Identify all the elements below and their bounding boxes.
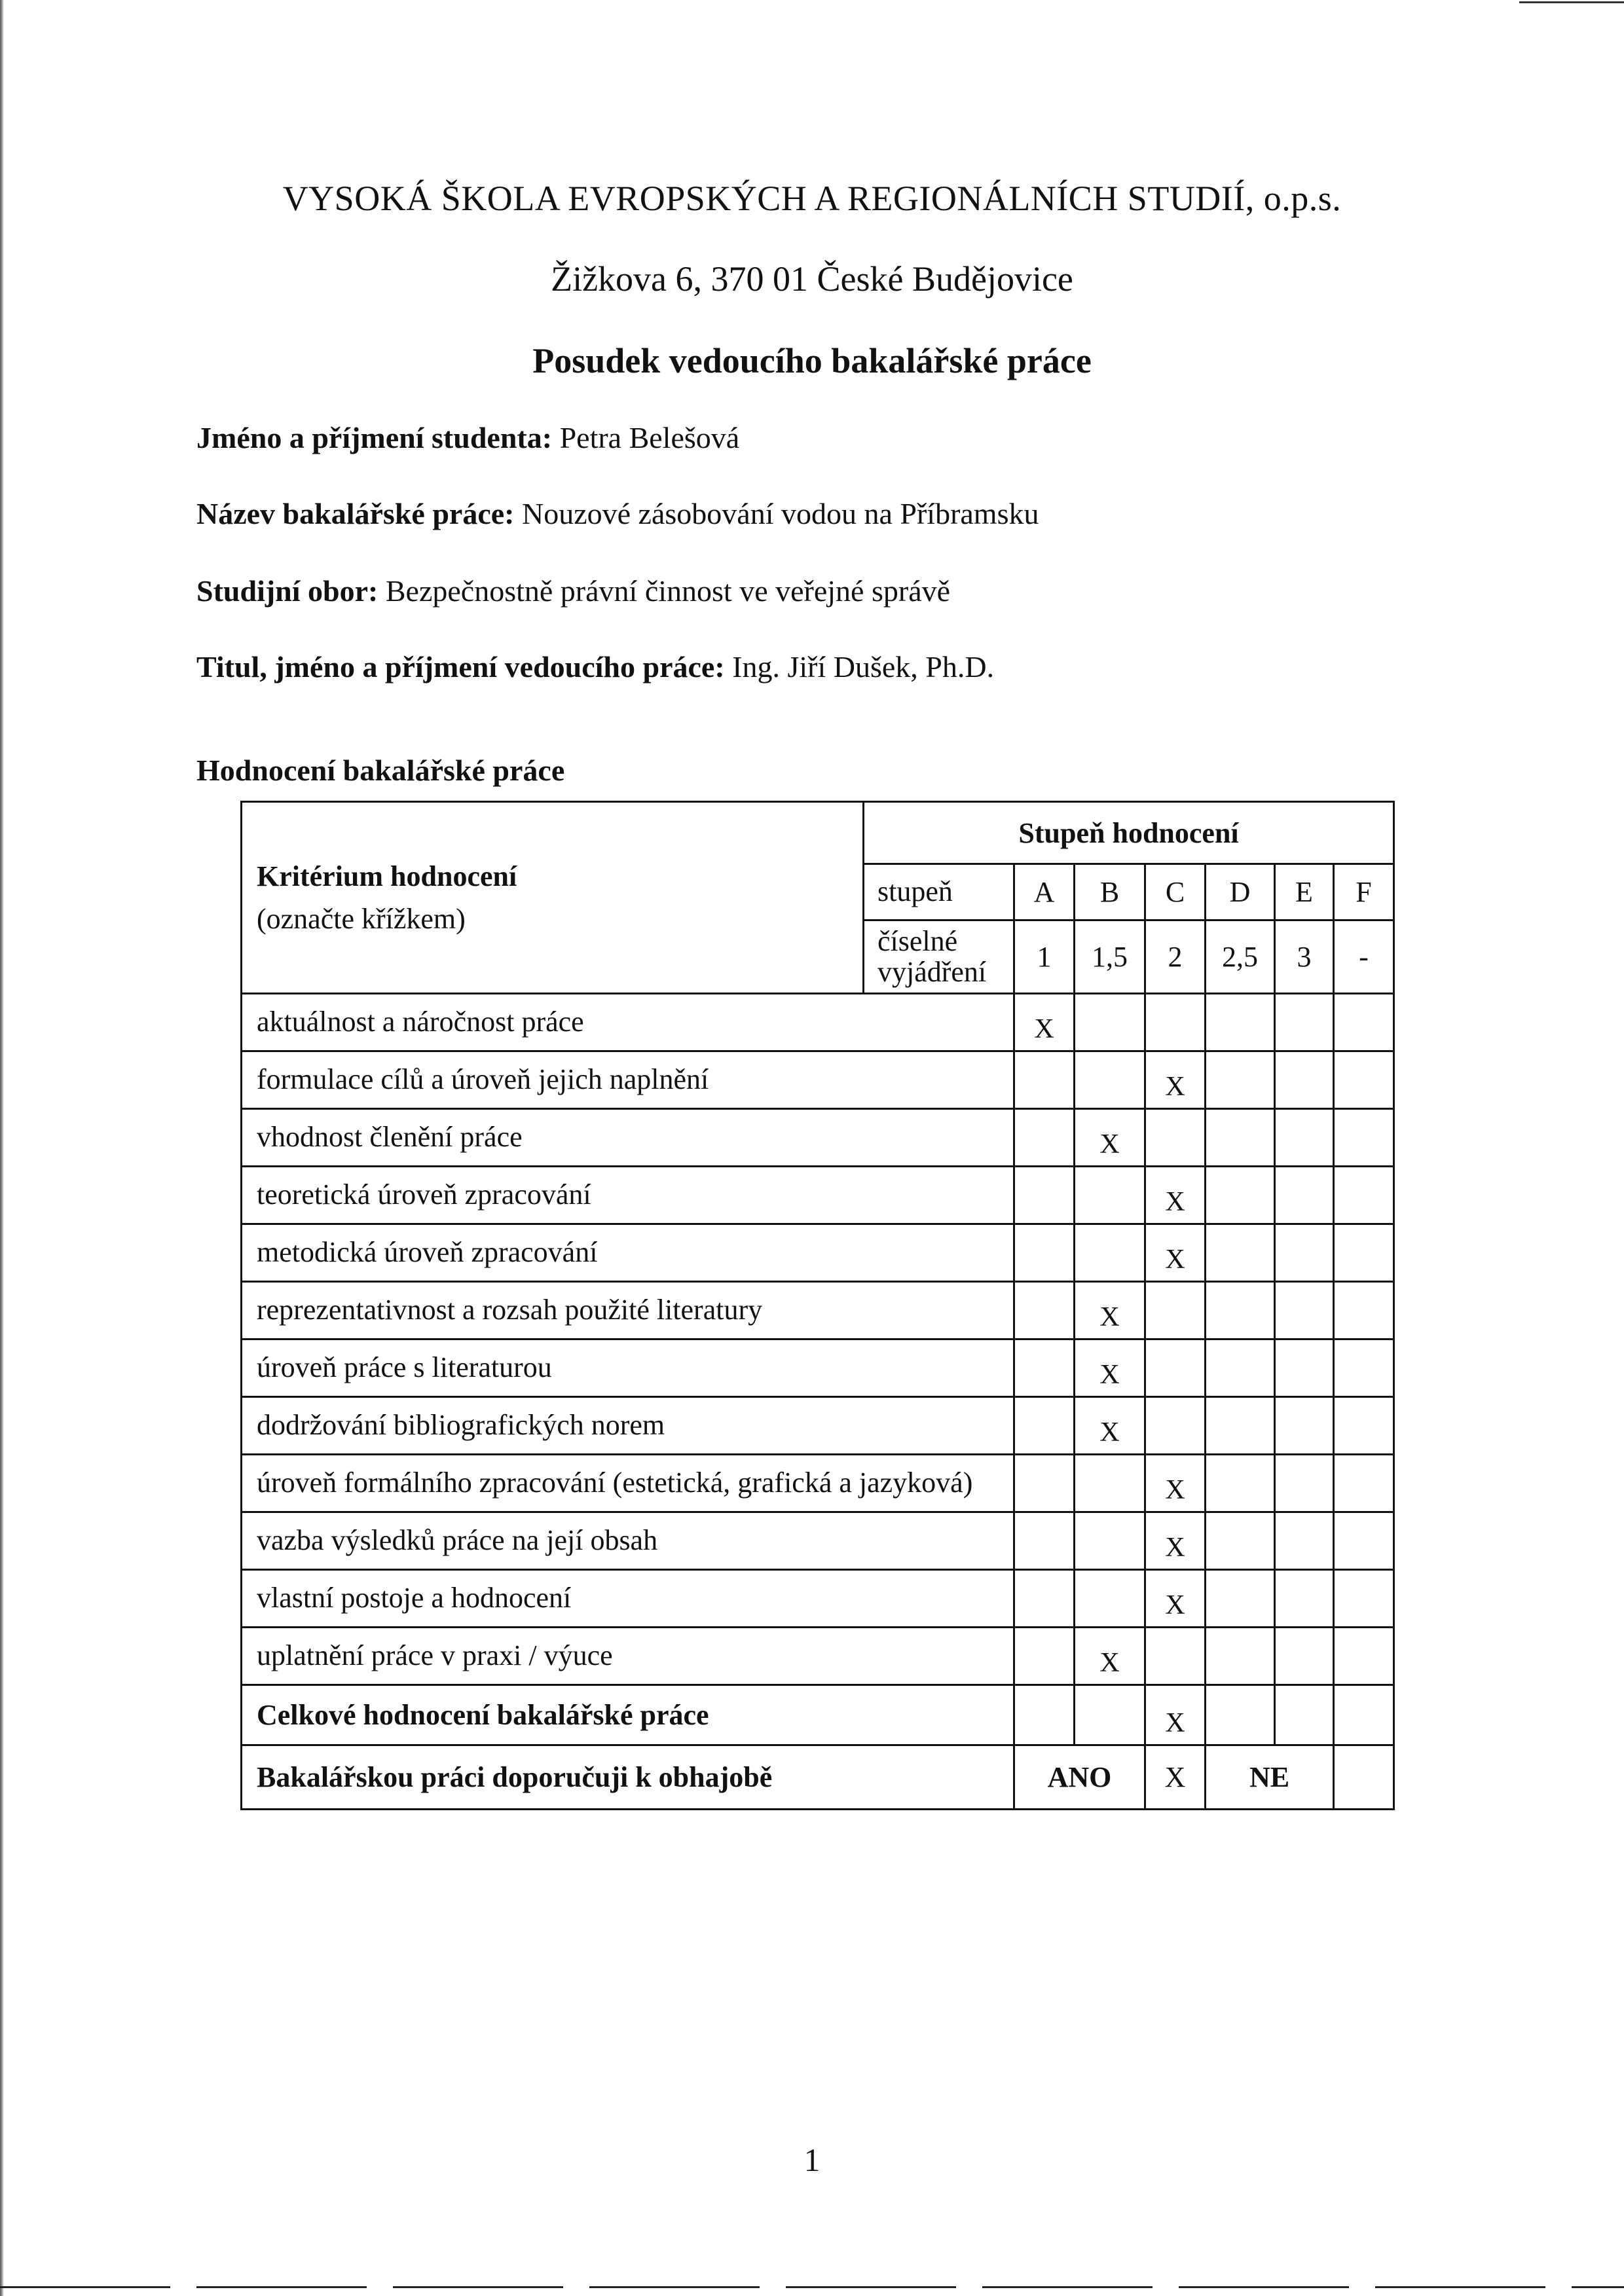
- evaluation-table: [240, 801, 1395, 1810]
- scan-artifact-bottom: [0, 2286, 1624, 2288]
- grade-mark-c[interactable]: X: [1145, 1051, 1206, 1109]
- criterion-label: uplatnění práce v praxi / výuce: [242, 1628, 1014, 1685]
- criterion-row: [242, 1224, 1394, 1282]
- grade-cell-d[interactable]: [1206, 1224, 1275, 1282]
- criterion-row: [242, 1512, 1394, 1570]
- criterion-row: [242, 1339, 1394, 1397]
- recommendation-mark[interactable]: X: [1145, 1745, 1206, 1810]
- grade-cell-f[interactable]: [1334, 1282, 1394, 1339]
- criterion-label: reprezentativnost a rozsah použité literatury: [242, 1282, 1014, 1339]
- criterion-row: [242, 1282, 1394, 1339]
- grade-cell-c[interactable]: [1145, 1282, 1206, 1339]
- grade-cell-e[interactable]: [1275, 1167, 1334, 1224]
- grade-letter: C: [1145, 864, 1206, 920]
- grade-numeric: 3: [1275, 920, 1334, 994]
- criterion-row: [242, 1051, 1394, 1109]
- grade-cell-d[interactable]: [1206, 1167, 1275, 1224]
- grade-cell-e[interactable]: [1275, 1455, 1334, 1512]
- scan-artifact-top: [1519, 1, 1624, 3]
- criterion-label: teoretická úroveň zpracování: [242, 1167, 1014, 1224]
- criterion-label: úroveň formálního zpracování (estetická, grafická a jazyková): [242, 1455, 1014, 1512]
- info-label: Studijní obor: [196, 574, 369, 608]
- recommendation-row: [242, 1745, 1394, 1810]
- criterion-label: úroveň práce s literaturou: [242, 1339, 1014, 1397]
- grade-mark-b[interactable]: X: [1075, 1109, 1145, 1167]
- criterion-label: vazba výsledků práce na její obsah: [242, 1512, 1014, 1570]
- grade-cell-a[interactable]: [1014, 1570, 1075, 1628]
- criterion-subheader: (označte křížkem): [257, 903, 466, 935]
- grade-cell-d[interactable]: [1206, 1628, 1275, 1685]
- grade-cell-a[interactable]: [1014, 1512, 1075, 1570]
- section-heading: Hodnocení bakalářské práce: [196, 754, 565, 787]
- grade-mark-b[interactable]: X: [1075, 1282, 1145, 1339]
- grade-label: stupeň: [864, 864, 1014, 920]
- grade-numeric: 1: [1014, 920, 1075, 994]
- grade-cell-f[interactable]: [1334, 994, 1394, 1051]
- grade-cell-f[interactable]: [1334, 1051, 1394, 1109]
- grade-cell-d[interactable]: [1206, 1397, 1275, 1455]
- grade-cell-a[interactable]: [1014, 1455, 1075, 1512]
- info-field-of-study: Studijní obor: Bezpečnostně právní činnost ve veřejné správě: [196, 574, 951, 608]
- criterion-label: dodržování bibliografických norem: [242, 1397, 1014, 1455]
- criterion-row: [242, 1570, 1394, 1628]
- grade-cell-e[interactable]: [1275, 1512, 1334, 1570]
- grade-cell-a[interactable]: [1014, 1339, 1075, 1397]
- grade-numeric: 2: [1145, 920, 1206, 994]
- criterion-row: [242, 1455, 1394, 1512]
- grade-cell-f[interactable]: [1334, 1339, 1394, 1397]
- recommendation-empty-cell[interactable]: [1334, 1745, 1394, 1810]
- grade-cell-e[interactable]: [1275, 1570, 1334, 1628]
- grade-letter: A: [1014, 864, 1075, 920]
- grade-cell-a[interactable]: [1014, 1109, 1075, 1167]
- grade-cell-f[interactable]: [1334, 1685, 1394, 1745]
- info-student: Jméno a příjmení studenta: Petra Belešová: [196, 421, 740, 454]
- criterion-row: [242, 1397, 1394, 1455]
- info-label: Jméno a příjmení studenta: [196, 421, 542, 454]
- grade-cell-e[interactable]: [1275, 1282, 1334, 1339]
- criterion-label: vhodnost členění práce: [242, 1109, 1014, 1167]
- info-value: Ing. Jiří Dušek, Ph.D.: [732, 650, 995, 683]
- info-supervisor: Titul, jméno a příjmení vedoucího práce: Ing. Jiří Dušek, Ph.D.: [196, 650, 995, 683]
- grade-cell-b[interactable]: [1075, 1167, 1145, 1224]
- criterion-row: [242, 1628, 1394, 1685]
- recommendation-no[interactable]: NE: [1206, 1745, 1334, 1810]
- grade-mark-c[interactable]: X: [1145, 1455, 1206, 1512]
- grade-cell-c[interactable]: [1145, 1339, 1206, 1397]
- grade-mark-b[interactable]: X: [1075, 1339, 1145, 1397]
- grade-numeric: -: [1334, 920, 1394, 994]
- grade-cell-c[interactable]: [1145, 1628, 1206, 1685]
- criterion-header: Kritérium hodnocení: [257, 860, 517, 892]
- page-number: 1: [803, 2141, 821, 2178]
- total-row: [242, 1685, 1394, 1745]
- grade-mark-b[interactable]: X: [1075, 1628, 1145, 1685]
- grade-cell-d[interactable]: [1206, 1109, 1275, 1167]
- grade-cell-b[interactable]: [1075, 1455, 1145, 1512]
- grade-cell-a[interactable]: [1014, 1224, 1075, 1282]
- grade-cell-d[interactable]: [1206, 994, 1275, 1051]
- grade-cell-a[interactable]: [1014, 1167, 1075, 1224]
- grade-cell-e[interactable]: [1275, 1224, 1334, 1282]
- grade-cell-f[interactable]: [1334, 1167, 1394, 1224]
- grade-cell-f[interactable]: [1334, 1397, 1394, 1455]
- school-address: Žižkova 6, 370 01 České Budějovice: [551, 259, 1073, 299]
- grade-cell-e[interactable]: [1275, 1339, 1334, 1397]
- grade-cell-f[interactable]: [1334, 1455, 1394, 1512]
- grade-mark-b[interactable]: X: [1075, 1397, 1145, 1455]
- grade-cell-e[interactable]: [1275, 1685, 1334, 1745]
- grade-cell-a[interactable]: [1014, 1685, 1075, 1745]
- total-label: Celkové hodnocení bakalářské práce: [242, 1685, 1014, 1745]
- info-thesis-title: Název bakalářské práce: Nouzové zásobování vodou na Příbramsku: [196, 497, 1039, 530]
- criterion-label: vlastní postoje a hodnocení: [242, 1570, 1014, 1628]
- grade-cell-d[interactable]: [1206, 1339, 1275, 1397]
- grade-cell-e[interactable]: [1275, 1051, 1334, 1109]
- grade-cell-f[interactable]: [1334, 1570, 1394, 1628]
- criterion-header-cell: [242, 802, 864, 994]
- grade-cell-e[interactable]: [1275, 1397, 1334, 1455]
- grade-letter: B: [1075, 864, 1145, 920]
- criterion-label: formulace cílů a úroveň jejich naplnění: [242, 1051, 1014, 1109]
- grade-cell-d[interactable]: [1206, 1051, 1275, 1109]
- grade-cell-a[interactable]: [1014, 1051, 1075, 1109]
- grade-cell-a[interactable]: [1014, 1628, 1075, 1685]
- grade-cell-c[interactable]: [1145, 1397, 1206, 1455]
- grade-cell-d[interactable]: [1206, 1512, 1275, 1570]
- grade-cell-c[interactable]: [1145, 1109, 1206, 1167]
- grade-mark-c[interactable]: X: [1145, 1224, 1206, 1282]
- grade-letter: F: [1334, 864, 1394, 920]
- info-value: Petra Belešová: [559, 421, 740, 454]
- grade-cell-d[interactable]: [1206, 1570, 1275, 1628]
- info-label: Název bakalářské práce: [196, 497, 505, 530]
- grade-cell-f[interactable]: [1334, 1512, 1394, 1570]
- document-title: Posudek vedoucího bakalářské práce: [532, 341, 1092, 380]
- grade-cell-d[interactable]: [1206, 1685, 1275, 1745]
- grade-cell-b[interactable]: [1075, 1570, 1145, 1628]
- grade-cell-c[interactable]: [1145, 994, 1206, 1051]
- criterion-row: [242, 1109, 1394, 1167]
- info-value: Nouzové zásobování vodou na Příbramsku: [521, 497, 1039, 530]
- grade-mark-c[interactable]: X: [1145, 1570, 1206, 1628]
- grade-mark-a[interactable]: X: [1014, 994, 1075, 1051]
- grade-cell-b[interactable]: [1075, 1051, 1145, 1109]
- grade-cell-a[interactable]: [1014, 1397, 1075, 1455]
- grade-mark-c[interactable]: X: [1145, 1512, 1206, 1570]
- grade-mark-c[interactable]: X: [1145, 1167, 1206, 1224]
- grade-cell-e[interactable]: [1275, 1109, 1334, 1167]
- grade-cell-b[interactable]: [1075, 1512, 1145, 1570]
- grade-numeric: 1,5: [1075, 920, 1145, 994]
- recommendation-yes[interactable]: ANO: [1014, 1745, 1145, 1810]
- info-label: Titul, jméno a příjmení vedoucího práce: [196, 650, 715, 683]
- criterion-label: metodická úroveň zpracování: [242, 1224, 1014, 1282]
- numeric-label: číselné vyjádření: [864, 920, 1014, 994]
- criterion-row: [242, 994, 1394, 1051]
- grade-cell-d[interactable]: [1206, 1282, 1275, 1339]
- grade-numeric: 2,5: [1206, 920, 1275, 994]
- criterion-label: aktuálnost a náročnost práce: [242, 994, 1014, 1051]
- grade-mark-c[interactable]: X: [1145, 1685, 1206, 1745]
- grade-cell-b[interactable]: [1075, 994, 1145, 1051]
- grade-cell-f[interactable]: [1334, 1224, 1394, 1282]
- grade-cell-b[interactable]: [1075, 1685, 1145, 1745]
- grade-letter: D: [1206, 864, 1275, 920]
- criterion-row: [242, 1167, 1394, 1224]
- grade-cell-e[interactable]: [1275, 1628, 1334, 1685]
- scale-header: Stupeň hodnocení: [864, 802, 1394, 864]
- recommendation-label: Bakalářskou práci doporučuji k obhajobě: [242, 1745, 1014, 1810]
- grade-cell-a[interactable]: [1014, 1282, 1075, 1339]
- grade-cell-f[interactable]: [1334, 1628, 1394, 1685]
- grade-cell-f[interactable]: [1334, 1109, 1394, 1167]
- school-name: VYSOKÁ ŠKOLA EVROPSKÝCH A REGIONÁLNÍCH STUDIÍ, o.p.s.: [282, 179, 1342, 218]
- grade-cell-e[interactable]: [1275, 994, 1334, 1051]
- grade-letter: E: [1275, 864, 1334, 920]
- grade-cell-b[interactable]: [1075, 1224, 1145, 1282]
- grade-cell-d[interactable]: [1206, 1455, 1275, 1512]
- info-value: Bezpečnostně právní činnost ve veřejné správě: [385, 574, 951, 608]
